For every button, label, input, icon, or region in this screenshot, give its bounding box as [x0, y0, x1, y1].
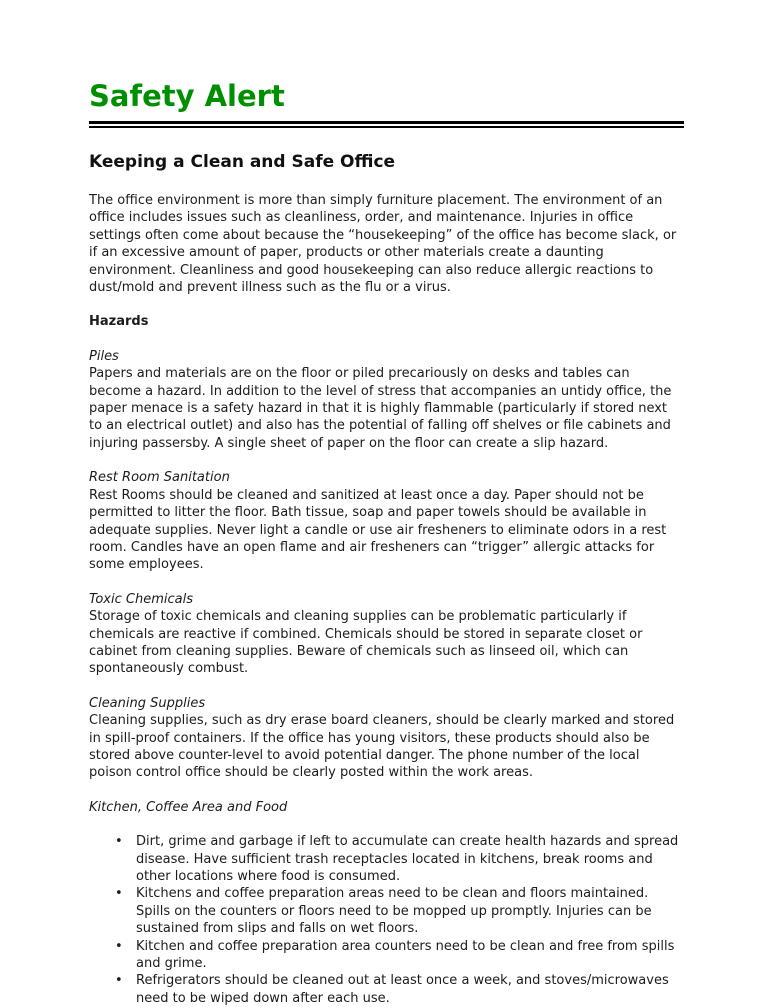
subheading-hazards: Hazards — [89, 314, 149, 330]
paragraph-toxic-chemicals: Storage of toxic chemicals and cleaning supplies can be problematic particularly if chemicals are reactive if combined. Chemicals should be stored in separate closet or cabinet from cleaning supplies. Beware of chemicals such as linseed oil, which can spontaneously combust. — [89, 609, 643, 677]
article-heading: Keeping a Clean and Safe Office — [89, 152, 396, 172]
section-rest-room-sanitation — [89, 469, 684, 573]
list-item — [89, 833, 684, 885]
kitchen-bullet-list — [89, 833, 684, 1007]
bullet-icon: • — [115, 938, 123, 954]
section-toxic-chemicals — [89, 591, 684, 678]
list-item-text: Dirt, grime and garbage if left to accumulate can create health hazards and spread disease. Have sufficient trash receptacles located in kitchens, break rooms and other locations where food is consumed. — [136, 834, 679, 884]
intro-paragraph: The office environment is more than simply furniture placement. The environment of an office includes issues such as cleanliness, order, and maintenance. Injuries in office settings often come about because the “housekeeping” of the office has become slack, or if an excessive amount of paper, products or other materials create a daunting environment. Cleanliness and good housekeeping can also reduce allergic reactions to dust/mold and prevent illness such as the flu or a virus. — [89, 193, 677, 296]
subheading-piles: Piles — [89, 348, 119, 364]
list-item-text: Refrigerators should be cleaned out at least once a week, and stoves/microwaves need to be wiped down after each use. — [136, 973, 669, 1006]
list-item — [89, 885, 684, 937]
bullet-icon: • — [115, 973, 123, 989]
bullet-icon: • — [115, 886, 123, 902]
list-item-text: Kitchen and coffee preparation area counters need to be clean and free from spills and grime. — [136, 938, 675, 972]
subheading-cleaning-supplies: Cleaning Supplies — [89, 695, 206, 711]
list-item — [89, 972, 684, 1007]
paragraph-cleaning-supplies: Cleaning supplies, such as dry erase board cleaners, should be clearly marked and stored in spill-proof containers. If the office has young visitors, these products should also be stored above counter-level to avoid potential danger. The phone number of the local poison control office should be clearly posted within the work areas. — [89, 713, 675, 781]
list-item-text: Kitchens and coffee preparation areas need to be clean and floors maintained. Spills on the counters or floors need to be mopped up promptly. Injuries can be sustained from slips and falls on wet floors. — [136, 886, 652, 937]
paragraph-piles: Papers and materials are on the floor or piled precariously on desks and tables can become a hazard. In addition to the level of stress that accompanies an untidy office, the paper menace is a safety hazard in that it is highly flammable (particularly if stored next to an electrical outlet) and also has the potential of falling off shelves or file cabinets and injuring passersby. A single sheet of paper on the floor can create a slip hazard. — [89, 366, 672, 451]
bullet-icon: • — [115, 834, 123, 850]
document-title: Safety Alert — [89, 79, 285, 113]
paragraph-rest-room-sanitation: Rest Rooms should be cleaned and sanitized at least once a day. Paper should not be permitted to litter the floor. Bath tissue, soap and paper towels should be available in adequate supplies. Never light a candle or use air fresheners to eliminate odors in a rest room. Candles have an open flame and air fresheners can “trigger” allergic attacks for some employees. — [89, 487, 667, 573]
subheading-kitchen-coffee-area-and-food: Kitchen, Coffee Area and Food — [89, 799, 288, 815]
subheading-toxic-chemicals: Toxic Chemicals — [89, 591, 193, 607]
title-divider-rule — [89, 121, 684, 128]
section-piles — [89, 348, 684, 452]
section-kitchen-coffee-area-and-food — [89, 799, 684, 1007]
section-cleaning-supplies — [89, 695, 684, 782]
subheading-rest-room-sanitation: Rest Room Sanitation — [89, 470, 230, 486]
list-item — [89, 938, 684, 973]
